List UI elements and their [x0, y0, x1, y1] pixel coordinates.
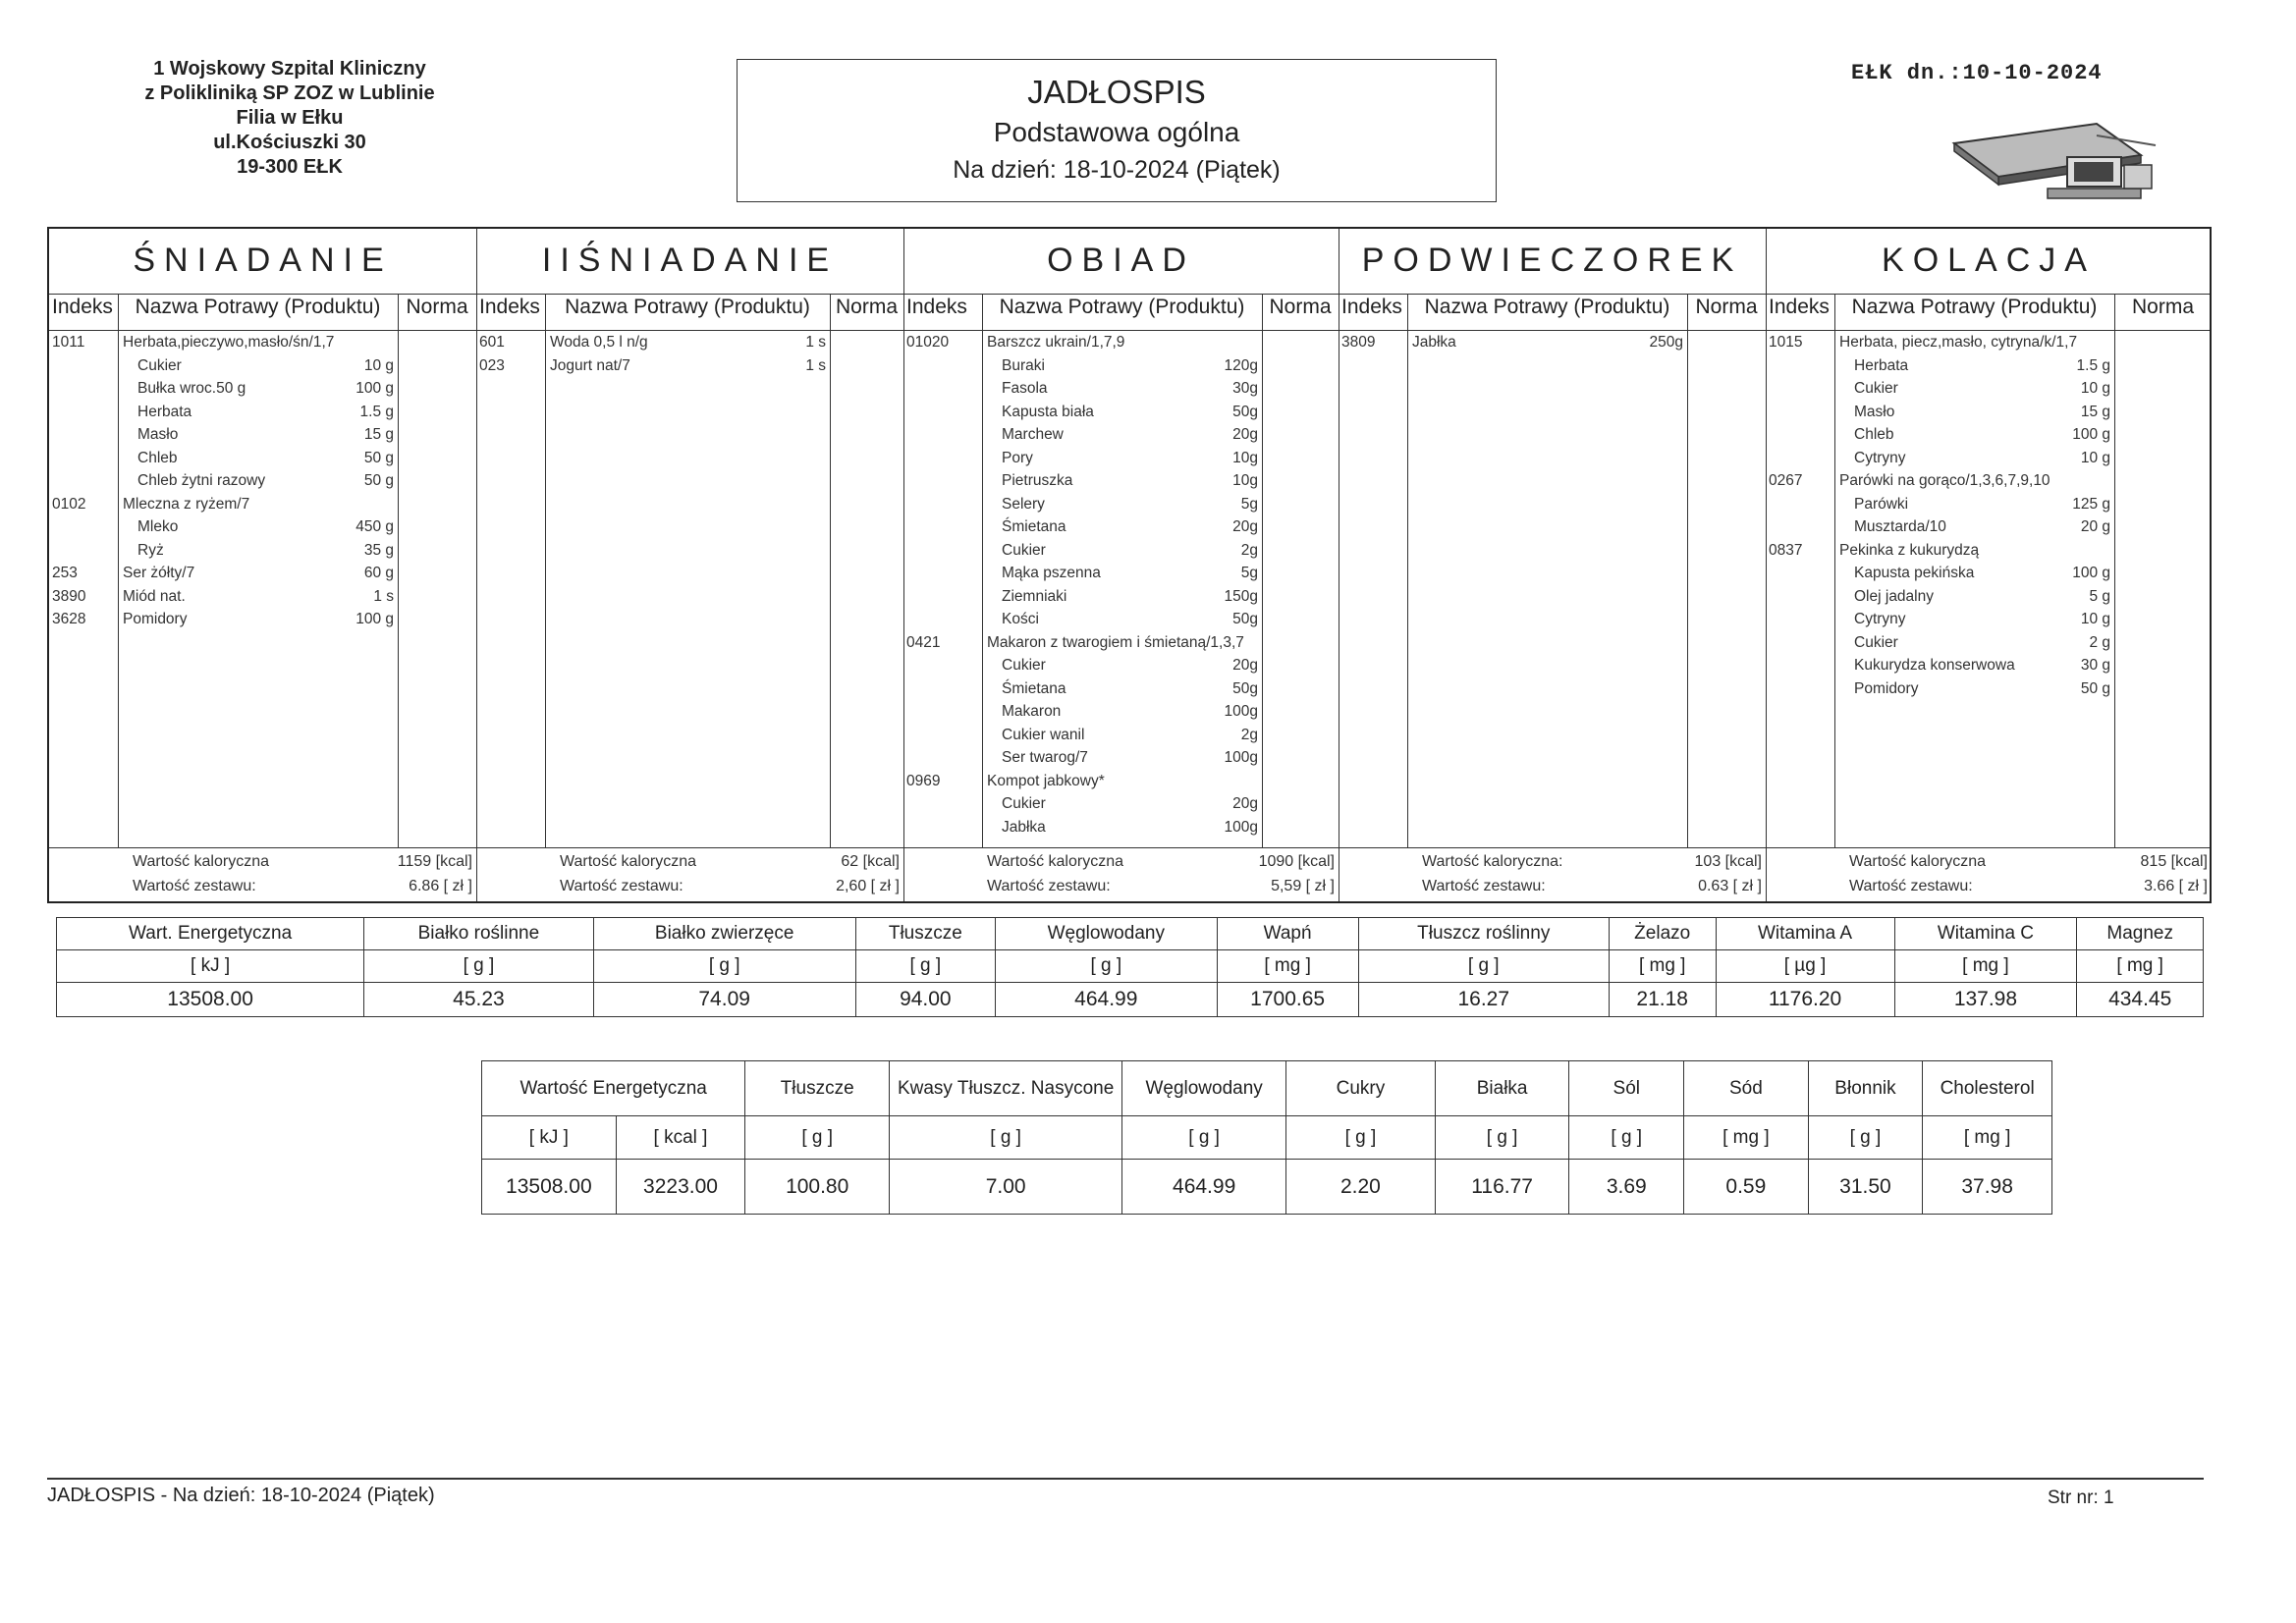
- nutrient-header: Magnez: [2077, 918, 2204, 950]
- cost-label: Wartość zestawu:: [133, 878, 256, 894]
- item-norma: 50g: [1232, 403, 1258, 420]
- label-nutrient-header: Sód: [1684, 1061, 1809, 1116]
- nutrient-value: 137.98: [1894, 983, 2077, 1017]
- item-norma: 1.5 g: [2076, 356, 2110, 374]
- cost-value: 2,60 [ zł ]: [836, 878, 900, 894]
- item-norma: 60 g: [363, 565, 394, 581]
- header-norma: Norma: [1269, 296, 1332, 318]
- item-name: Mleczna z ryżem/7: [123, 495, 250, 513]
- item-norma: 10g: [1232, 472, 1258, 489]
- hospital-city: 19-300 EŁK: [237, 156, 343, 178]
- item-norma: 20 g: [2080, 518, 2110, 535]
- item-index: 3628: [52, 611, 86, 627]
- meal-separator: [476, 229, 477, 901]
- item-norma: 20g: [1232, 426, 1258, 443]
- document-title: JADŁOSPIS: [1027, 74, 1206, 110]
- item-index: 0421: [906, 633, 941, 651]
- item-norma: 100g: [1224, 749, 1258, 766]
- nutrient-value: 45.23: [364, 983, 593, 1017]
- diet-name: Podstawowa ogólna: [993, 117, 1240, 147]
- item-norma: 50g: [1232, 679, 1258, 697]
- item-name: Woda 0,5 l n/g: [550, 334, 648, 351]
- cost-value: 0.63 [ zł ]: [1698, 878, 1762, 894]
- kcal-value: 103 [kcal]: [1694, 853, 1762, 870]
- nutrient-unit: [ mg ]: [1894, 950, 2077, 983]
- nutrient-unit: [ kJ ]: [57, 950, 364, 983]
- item-norma: 100 g: [355, 611, 394, 627]
- item-norma: 15 g: [2080, 403, 2110, 420]
- nutrient-header: Białko roślinne: [364, 918, 593, 950]
- nutrient-value: 16.27: [1358, 983, 1609, 1017]
- issue-date: EŁK dn.:10-10-2024: [1851, 61, 2103, 85]
- item-name: Chleb żytni razowy: [137, 472, 266, 489]
- item-name: Pomidory: [1854, 679, 1919, 697]
- item-name: Pomidory: [123, 611, 188, 627]
- cost-label: Wartość zestawu:: [1422, 878, 1546, 894]
- item-name: Kukurydza konserwowa: [1854, 657, 2015, 674]
- label-nutrient-value: 37.98: [1923, 1160, 2052, 1215]
- cost-label: Wartość zestawu:: [987, 878, 1111, 894]
- item-norma: 125 g: [2072, 495, 2110, 513]
- item-index: 1015: [1769, 334, 1803, 351]
- label-nutrient-unit: [ g ]: [1569, 1116, 1684, 1160]
- nutrient-header: Tłuszcze: [855, 918, 995, 950]
- item-norma: 1 s: [805, 356, 826, 374]
- kcal-label: Wartość kaloryczna: [560, 853, 696, 870]
- meal-title: PODWIECZOREK: [1361, 242, 1743, 279]
- nutrient-value: 21.18: [1609, 983, 1716, 1017]
- item-norma: 10 g: [2080, 380, 2110, 397]
- item-name: Ziemniaki: [1002, 587, 1067, 605]
- index-column-separator: [982, 294, 983, 847]
- label-nutrient-header: Kwasy Tłuszcz. Nasycone: [890, 1061, 1122, 1116]
- book-computer-logo: [1949, 116, 2165, 204]
- item-name: Marchew: [1002, 426, 1064, 443]
- nutrient-header: Witamina A: [1716, 918, 1894, 950]
- item-name: Chleb: [1854, 426, 1894, 443]
- item-norma: 120g: [1224, 356, 1258, 374]
- norma-column-separator: [2114, 294, 2115, 847]
- item-name: Mąka pszenna: [1002, 565, 1101, 581]
- header-bottom-line: [49, 330, 2210, 331]
- header-norma: Norma: [2131, 296, 2194, 318]
- item-name: Ser żółty/7: [123, 565, 195, 581]
- item-norma: 1 s: [373, 587, 394, 605]
- item-name: Herbata,pieczywo,masło/śn/1,7: [123, 334, 335, 351]
- footer-text: JADŁOSPIS - Na dzień: 18-10-2024 (Piątek): [47, 1485, 435, 1506]
- label-nutrient-value: 116.77: [1435, 1160, 1569, 1215]
- label-nutrient-header: Cholesterol: [1923, 1061, 2052, 1116]
- nutrition-table: [56, 917, 2204, 1017]
- item-name: Pietruszka: [1002, 472, 1073, 489]
- item-name: Parówki na gorąco/1,3,6,7,9,10: [1839, 472, 2050, 489]
- label-nutrient-value: 0.59: [1684, 1160, 1809, 1215]
- nutrient-unit: [ g ]: [855, 950, 995, 983]
- item-index: 3809: [1341, 334, 1376, 351]
- item-norma: 150g: [1224, 587, 1258, 605]
- label-nutrient-unit: [ g ]: [1808, 1116, 1923, 1160]
- norma-column-separator: [1262, 294, 1263, 847]
- item-name: Musztarda/10: [1854, 518, 1946, 535]
- item-norma: 5g: [1240, 565, 1258, 581]
- hospital-street: ul.Kościuszki 30: [213, 132, 366, 153]
- nutrient-header: Wart. Energetyczna: [57, 918, 364, 950]
- nutrient-header: Witamina C: [1894, 918, 2077, 950]
- item-norma: 30 g: [2080, 657, 2110, 674]
- item-name: Pory: [1002, 449, 1033, 466]
- item-name: Cukier: [1002, 541, 1046, 559]
- item-name: Herbata, piecz,masło, cytryna/k/1,7: [1839, 334, 2078, 351]
- item-norma: 5g: [1240, 495, 1258, 513]
- item-name: Buraki: [1002, 356, 1045, 374]
- item-name: Śmietana: [1002, 518, 1066, 535]
- item-norma: 5 g: [2089, 587, 2110, 605]
- label-nutrient-value: 7.00: [890, 1160, 1122, 1215]
- item-norma: 2g: [1240, 541, 1258, 559]
- item-norma: 2 g: [2089, 633, 2110, 651]
- item-norma: 450 g: [355, 518, 394, 535]
- item-name: Olej jadalny: [1854, 587, 1934, 605]
- item-index: 0102: [52, 495, 86, 513]
- header-indeks: Indeks: [906, 296, 967, 318]
- nutrient-unit: [ mg ]: [1609, 950, 1716, 983]
- item-index: 0837: [1769, 541, 1803, 559]
- item-name: Cukier: [1854, 633, 1898, 651]
- item-norma: 100 g: [2072, 426, 2110, 443]
- item-name: Śmietana: [1002, 679, 1066, 697]
- item-name: Masło: [137, 426, 179, 443]
- header-nazwa: Nazwa Potrawy (Produktu): [565, 296, 810, 318]
- item-name: Jabłka: [1002, 818, 1046, 836]
- label-nutrient-value: 3.69: [1569, 1160, 1684, 1215]
- item-name: Fasola: [1002, 380, 1048, 397]
- item-norma: 50g: [1232, 611, 1258, 627]
- item-norma: 50 g: [363, 472, 394, 489]
- item-norma: 20g: [1232, 657, 1258, 674]
- cost-label: Wartość zestawu:: [560, 878, 683, 894]
- nutrient-unit: [ g ]: [364, 950, 593, 983]
- header-indeks: Indeks: [52, 296, 113, 318]
- item-norma: 10 g: [2080, 611, 2110, 627]
- item-norma: 2g: [1240, 726, 1258, 743]
- header-indeks: Indeks: [1769, 296, 1830, 318]
- header-indeks: Indeks: [479, 296, 540, 318]
- label-nutrient-value: 31.50: [1808, 1160, 1923, 1215]
- item-name: Ser twarog/7: [1002, 749, 1088, 766]
- item-norma: 50 g: [363, 449, 394, 466]
- item-name: Makaron z twarogiem i śmietaną/1,3,7: [987, 633, 1244, 651]
- item-name: Mleko: [137, 518, 179, 535]
- item-name: Cukier: [137, 356, 182, 374]
- label-nutrient-unit: [ kcal ]: [616, 1116, 745, 1160]
- nutrient-unit: [ mg ]: [1217, 950, 1358, 983]
- nutrient-unit: [ mg ]: [2077, 950, 2204, 983]
- kcal-label: Wartość kaloryczna: [1849, 853, 1986, 870]
- norma-column-separator: [1687, 294, 1688, 847]
- hospital-name: 1 Wojskowy Szpital Kliniczny: [153, 58, 426, 80]
- kcal-label: Wartość kaloryczna:: [1422, 853, 1563, 870]
- item-index: 0267: [1769, 472, 1803, 489]
- item-norma: 100g: [1224, 703, 1258, 720]
- item-index: 01020: [906, 334, 950, 351]
- label-nutrient-header: Węglowodany: [1122, 1061, 1286, 1116]
- item-norma: 10 g: [363, 356, 394, 374]
- header-indeks: Indeks: [1341, 296, 1402, 318]
- header-norma: Norma: [835, 296, 898, 318]
- hospital-parent: z Polikliniką SP ZOZ w Lublinie: [144, 82, 435, 104]
- item-name: Cytryny: [1854, 449, 1906, 466]
- kcal-value: 62 [kcal]: [841, 853, 900, 870]
- meal-grid: [47, 227, 2212, 903]
- norma-column-separator: [398, 294, 399, 847]
- menu-date: Na dzień: 18-10-2024 (Piątek): [953, 156, 1281, 184]
- hospital-branch: Filia w Ełku: [236, 107, 344, 129]
- item-name: Herbata: [1854, 356, 1909, 374]
- item-name: Miód nat.: [123, 587, 186, 605]
- item-norma: 35 g: [363, 541, 394, 559]
- header-norma: Norma: [1695, 296, 1758, 318]
- kcal-label: Wartość kaloryczna: [987, 853, 1123, 870]
- label-nutrient-unit: [ kJ ]: [482, 1116, 617, 1160]
- page-number: Str nr: 1: [2048, 1488, 2114, 1508]
- item-name: Parówki: [1854, 495, 1909, 513]
- label-nutrient-unit: [ mg ]: [1923, 1116, 2052, 1160]
- nutrient-unit: [ g ]: [593, 950, 855, 983]
- nutrient-value: 1700.65: [1217, 983, 1358, 1017]
- item-name: Cukier: [1002, 657, 1046, 674]
- index-column-separator: [1834, 294, 1835, 847]
- meal-separator: [903, 229, 904, 901]
- item-norma: 100 g: [355, 380, 394, 397]
- item-norma: 20g: [1232, 795, 1258, 812]
- item-index: 023: [479, 356, 505, 374]
- nutrient-value: 74.09: [593, 983, 855, 1017]
- totals-top-line: [49, 847, 2210, 848]
- nutrient-value: 434.45: [2077, 983, 2204, 1017]
- title-box: [737, 59, 1497, 202]
- kcal-value: 1159 [kcal]: [397, 853, 472, 870]
- cost-label: Wartość zestawu:: [1849, 878, 1973, 894]
- header-top-line: [49, 294, 2210, 295]
- label-nutrient-header: Błonnik: [1808, 1061, 1923, 1116]
- meal-title: OBIAD: [1047, 242, 1195, 279]
- label-nutrient-unit: [ g ]: [1435, 1116, 1569, 1160]
- header-nazwa: Nazwa Potrawy (Produktu): [1851, 296, 2098, 318]
- header-nazwa: Nazwa Potrawy (Produktu): [1424, 296, 1670, 318]
- nutrient-unit: [ g ]: [996, 950, 1218, 983]
- nutrient-header: Wapń: [1217, 918, 1358, 950]
- kcal-label: Wartość kaloryczna: [133, 853, 269, 870]
- nutrient-unit: [ µg ]: [1716, 950, 1894, 983]
- item-norma: 10g: [1232, 449, 1258, 466]
- item-name: Bułka wroc.50 g: [137, 380, 246, 397]
- cost-value: 6.86 [ zł ]: [409, 878, 472, 894]
- energy-header: Wartość Energetyczna: [482, 1061, 745, 1116]
- label-nutrient-unit: [ mg ]: [1684, 1116, 1809, 1160]
- item-name: Selery: [1002, 495, 1045, 513]
- nutrient-header: Białko zwierzęce: [593, 918, 855, 950]
- label-nutrient-unit: [ g ]: [745, 1116, 890, 1160]
- item-name: Cukier wanil: [1002, 726, 1085, 743]
- label-nutrient-value: 13508.00: [482, 1160, 617, 1215]
- meal-title: IIŚNIADANIE: [541, 242, 839, 279]
- item-name: Cukier: [1854, 380, 1898, 397]
- kcal-value: 815 [kcal]: [2140, 853, 2208, 870]
- nutrition-label-table: [481, 1060, 2052, 1215]
- label-nutrient-header: Cukry: [1286, 1061, 1436, 1116]
- item-name: Makaron: [1002, 703, 1062, 720]
- item-name: Barszcz ukrain/1,7,9: [987, 334, 1125, 351]
- item-name: Kompot jabkowy*: [987, 772, 1105, 789]
- item-name: Cukier: [1002, 795, 1046, 812]
- index-column-separator: [118, 294, 119, 847]
- item-name: Kapusta pekińska: [1854, 565, 1975, 581]
- cost-value: 3.66 [ zł ]: [2144, 878, 2208, 894]
- footer-divider: [47, 1478, 2204, 1480]
- label-nutrient-header: Białka: [1435, 1061, 1569, 1116]
- label-nutrient-value: 100.80: [745, 1160, 890, 1215]
- label-nutrient-unit: [ g ]: [1122, 1116, 1286, 1160]
- item-name: Chleb: [137, 449, 178, 466]
- item-name: Pekinka z kukurydzą: [1839, 541, 1980, 559]
- cost-value: 5,59 [ zł ]: [1271, 878, 1335, 894]
- header-nazwa: Nazwa Potrawy (Produktu): [135, 296, 381, 318]
- nutrient-value: 94.00: [855, 983, 995, 1017]
- item-index: 601: [479, 334, 505, 351]
- item-index: 0969: [906, 772, 941, 789]
- label-nutrient-header: Sól: [1569, 1061, 1684, 1116]
- nutrient-header: Żelazo: [1609, 918, 1716, 950]
- item-index: 1011: [52, 334, 85, 351]
- nutrient-value: 13508.00: [57, 983, 364, 1017]
- label-nutrient-value: 3223.00: [616, 1160, 745, 1215]
- item-norma: 1.5 g: [359, 403, 394, 420]
- label-nutrient-unit: [ g ]: [890, 1116, 1122, 1160]
- nutrient-value: 464.99: [996, 983, 1218, 1017]
- nutrient-unit: [ g ]: [1358, 950, 1609, 983]
- label-nutrient-value: 2.20: [1286, 1160, 1436, 1215]
- index-column-separator: [1407, 294, 1408, 847]
- item-index: 253: [52, 565, 78, 581]
- index-column-separator: [545, 294, 546, 847]
- label-nutrient-value: 464.99: [1122, 1160, 1286, 1215]
- item-name: Cytryny: [1854, 611, 1906, 627]
- item-norma: 15 g: [363, 426, 394, 443]
- label-nutrient-header: Tłuszcze: [745, 1061, 890, 1116]
- item-norma: 30g: [1232, 380, 1258, 397]
- item-norma: 100g: [1224, 818, 1258, 836]
- item-name: Herbata: [137, 403, 192, 420]
- item-index: 3890: [52, 587, 86, 605]
- header-nazwa: Nazwa Potrawy (Produktu): [999, 296, 1245, 318]
- norma-column-separator: [830, 294, 831, 847]
- kcal-value: 1090 [kcal]: [1258, 853, 1335, 870]
- item-name: Kapusta biała: [1002, 403, 1094, 420]
- item-norma: 1 s: [805, 334, 826, 351]
- item-name: Kości: [1002, 611, 1039, 627]
- item-name: Jabłka: [1412, 334, 1456, 351]
- meal-separator: [1766, 229, 1767, 901]
- nutrient-header: Węglowodany: [996, 918, 1218, 950]
- item-norma: 10 g: [2080, 449, 2110, 466]
- label-nutrient-unit: [ g ]: [1286, 1116, 1436, 1160]
- nutrient-header: Tłuszcz roślinny: [1358, 918, 1609, 950]
- item-norma: 100 g: [2072, 565, 2110, 581]
- item-norma: 50 g: [2080, 679, 2110, 697]
- item-name: Ryż: [137, 541, 164, 559]
- meal-title: KOLACJA: [1882, 242, 2096, 279]
- item-name: Jogurt nat/7: [550, 356, 630, 374]
- item-norma: 250g: [1649, 334, 1683, 351]
- header-norma: Norma: [406, 296, 468, 318]
- hospital-address: [93, 57, 486, 180]
- item-name: Masło: [1854, 403, 1895, 420]
- nutrient-value: 1176.20: [1716, 983, 1894, 1017]
- item-norma: 20g: [1232, 518, 1258, 535]
- meal-title: ŚNIADANIE: [133, 242, 393, 279]
